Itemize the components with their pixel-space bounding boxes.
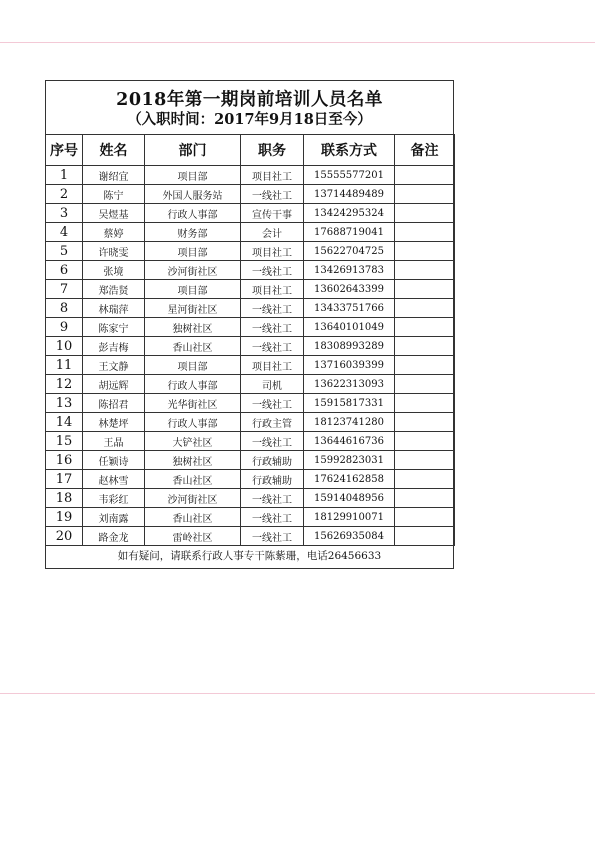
cell-phone: 13433751766	[304, 299, 395, 318]
cell-position: 司机	[241, 375, 304, 394]
cell-name: 林楚坪	[83, 413, 145, 432]
cell-department: 大铲社区	[145, 432, 241, 451]
cell-name: 蔡婷	[83, 223, 145, 242]
cell-name: 路金龙	[83, 527, 145, 546]
cell-index: 4	[46, 223, 83, 242]
cell-position: 行政辅助	[241, 451, 304, 470]
cell-position: 一线社工	[241, 299, 304, 318]
table-row	[46, 337, 455, 356]
cell-index: 5	[46, 242, 83, 261]
table-row	[46, 299, 455, 318]
cell-index: 12	[46, 375, 83, 394]
cell-position: 项目社工	[241, 242, 304, 261]
cell-phone: 13602643399	[304, 280, 395, 299]
cell-name: 王文静	[83, 356, 145, 375]
cell-phone: 15626935084	[304, 527, 395, 546]
cell-phone: 15915817331	[304, 394, 395, 413]
cell-position: 一线社工	[241, 337, 304, 356]
cell-department: 雷岭社区	[145, 527, 241, 546]
table-row	[46, 204, 455, 223]
table-row	[46, 318, 455, 337]
table-row	[46, 508, 455, 527]
header-remarks: 备注	[395, 135, 455, 166]
cell-remarks	[395, 432, 455, 451]
cell-name: 吴煜基	[83, 204, 145, 223]
cell-position: 宣传干事	[241, 204, 304, 223]
cell-name: 陈家宁	[83, 318, 145, 337]
cell-department: 财务部	[145, 223, 241, 242]
cell-department: 光华街社区	[145, 394, 241, 413]
cell-position: 项目社工	[241, 356, 304, 375]
table-row	[46, 432, 455, 451]
cell-position: 一线社工	[241, 508, 304, 527]
cell-remarks	[395, 527, 455, 546]
table-row	[46, 451, 455, 470]
cell-position: 一线社工	[241, 185, 304, 204]
cell-name: 胡远辉	[83, 375, 145, 394]
cell-remarks	[395, 508, 455, 527]
table-row	[46, 280, 455, 299]
scan-artifact-line-bottom	[0, 693, 595, 694]
cell-department: 项目部	[145, 280, 241, 299]
table-row	[46, 394, 455, 413]
cell-remarks	[395, 470, 455, 489]
table-row	[46, 223, 455, 242]
cell-position: 行政辅助	[241, 470, 304, 489]
cell-index: 13	[46, 394, 83, 413]
cell-phone: 13644616736	[304, 432, 395, 451]
cell-phone: 15914048956	[304, 489, 395, 508]
cell-remarks	[395, 375, 455, 394]
cell-remarks	[395, 489, 455, 508]
table-row	[46, 413, 455, 432]
cell-position: 一线社工	[241, 527, 304, 546]
table-row	[46, 375, 455, 394]
cell-remarks	[395, 261, 455, 280]
cell-position: 一线社工	[241, 318, 304, 337]
cell-phone: 15622704725	[304, 242, 395, 261]
cell-name: 林瑞萍	[83, 299, 145, 318]
header-index: 序号	[46, 135, 83, 166]
cell-index: 20	[46, 527, 83, 546]
contact-note: 如有疑问，请联系行政人事专干陈紫珊，电话26456633	[117, 550, 382, 562]
cell-department: 行政人事部	[145, 204, 241, 223]
cell-phone: 18308993289	[304, 337, 395, 356]
table-row	[46, 166, 455, 185]
cell-department: 独树社区	[145, 318, 241, 337]
cell-position: 一线社工	[241, 432, 304, 451]
cell-department: 外国人服务站	[145, 185, 241, 204]
table-row	[46, 470, 455, 489]
cell-position: 一线社工	[241, 261, 304, 280]
cell-name: 郑浩贤	[83, 280, 145, 299]
cell-position: 项目社工	[241, 166, 304, 185]
table-row	[46, 527, 455, 546]
cell-position: 一线社工	[241, 394, 304, 413]
cell-department: 香山社区	[145, 508, 241, 527]
cell-remarks	[395, 394, 455, 413]
cell-name: 赵林雪	[83, 470, 145, 489]
cell-phone: 17688719041	[304, 223, 395, 242]
cell-name: 谢绍宜	[83, 166, 145, 185]
cell-remarks	[395, 223, 455, 242]
cell-department: 独树社区	[145, 451, 241, 470]
cell-index: 10	[46, 337, 83, 356]
cell-phone: 17624162858	[304, 470, 395, 489]
cell-department: 星河街社区	[145, 299, 241, 318]
cell-department: 行政人事部	[145, 413, 241, 432]
cell-department: 项目部	[145, 356, 241, 375]
cell-department: 香山社区	[145, 470, 241, 489]
header-position: 职务	[241, 135, 304, 166]
cell-remarks	[395, 280, 455, 299]
cell-remarks	[395, 356, 455, 375]
table-body	[46, 166, 455, 546]
cell-remarks	[395, 185, 455, 204]
cell-index: 1	[46, 166, 83, 185]
cell-department: 沙河街社区	[145, 489, 241, 508]
page-title: 2018年第一期岗前培训人员名单	[116, 90, 383, 110]
cell-index: 6	[46, 261, 83, 280]
page-subtitle: （入职时间：2017年9月18日至今）	[127, 111, 372, 128]
cell-name: 韦彩红	[83, 489, 145, 508]
cell-remarks	[395, 166, 455, 185]
cell-remarks	[395, 318, 455, 337]
cell-remarks	[395, 451, 455, 470]
table-header-row	[46, 135, 455, 166]
cell-department: 沙河街社区	[145, 261, 241, 280]
cell-name: 彭吉梅	[83, 337, 145, 356]
cell-phone: 13640101049	[304, 318, 395, 337]
cell-phone: 13714489489	[304, 185, 395, 204]
cell-index: 9	[46, 318, 83, 337]
cell-name: 陈宁	[83, 185, 145, 204]
cell-remarks	[395, 204, 455, 223]
cell-phone: 15992823031	[304, 451, 395, 470]
cell-phone: 18123741280	[304, 413, 395, 432]
cell-index: 16	[46, 451, 83, 470]
cell-position: 一线社工	[241, 489, 304, 508]
cell-remarks	[395, 413, 455, 432]
cell-remarks	[395, 337, 455, 356]
cell-position: 项目社工	[241, 280, 304, 299]
cell-index: 7	[46, 280, 83, 299]
header-name: 姓名	[83, 135, 145, 166]
cell-phone: 13716039399	[304, 356, 395, 375]
cell-department: 项目部	[145, 166, 241, 185]
cell-index: 17	[46, 470, 83, 489]
table-row	[46, 489, 455, 508]
header-department: 部门	[145, 135, 241, 166]
cell-phone: 15555577201	[304, 166, 395, 185]
scan-artifact-line-top	[0, 42, 595, 43]
table-row	[46, 185, 455, 204]
table-row	[46, 356, 455, 375]
cell-name: 刘南露	[83, 508, 145, 527]
table-row	[46, 261, 455, 280]
cell-index: 19	[46, 508, 83, 527]
cell-index: 2	[46, 185, 83, 204]
cell-index: 18	[46, 489, 83, 508]
cell-name: 任颖诗	[83, 451, 145, 470]
cell-remarks	[395, 299, 455, 318]
cell-position: 行政主管	[241, 413, 304, 432]
header-contact: 联系方式	[304, 135, 395, 166]
cell-name: 陈招君	[83, 394, 145, 413]
cell-phone: 13424295324	[304, 204, 395, 223]
cell-department: 项目部	[145, 242, 241, 261]
cell-department: 香山社区	[145, 337, 241, 356]
cell-index: 14	[46, 413, 83, 432]
roster-table	[45, 134, 455, 546]
cell-index: 8	[46, 299, 83, 318]
cell-index: 11	[46, 356, 83, 375]
cell-position: 会计	[241, 223, 304, 242]
cell-name: 许晓雯	[83, 242, 145, 261]
cell-index: 15	[46, 432, 83, 451]
roster-sheet	[45, 80, 454, 569]
cell-index: 3	[46, 204, 83, 223]
cell-name: 王晶	[83, 432, 145, 451]
cell-phone: 13426913783	[304, 261, 395, 280]
cell-phone: 18129910071	[304, 508, 395, 527]
cell-department: 行政人事部	[145, 375, 241, 394]
cell-remarks	[395, 242, 455, 261]
table-row	[46, 242, 455, 261]
cell-phone: 13622313093	[304, 375, 395, 394]
cell-name: 张境	[83, 261, 145, 280]
